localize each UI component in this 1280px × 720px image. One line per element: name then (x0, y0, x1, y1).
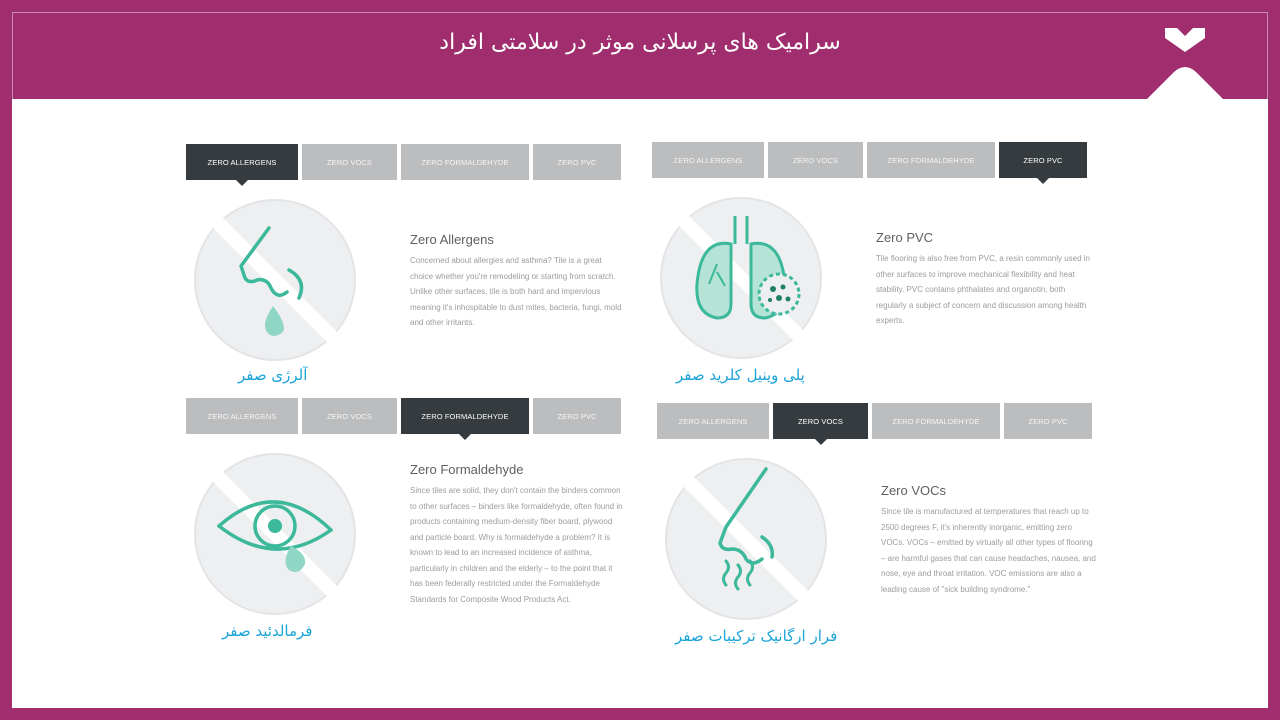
tab-bar (186, 144, 621, 180)
no-vocs-nose-fumes-icon (662, 455, 830, 623)
tab-bar (652, 142, 1087, 178)
panel-zero-pvc (652, 142, 1092, 387)
panel-body-text: Since tiles are solid, they don't contain the binders common to other surfaces – binders like formaldehyde, often found in products containing medium-density fiber board, plywood and particle board. Why is formaldehyde a problem? It is known to lead to an increased incidence of asthma, particularly in children and the elderly – to the point that it has been federally restricted under the Formaldehyde Standards for Composite Wood Products Act. (410, 486, 623, 604)
tab-zero-formaldehyde[interactable]: ZERO FORMALDEHYDE (401, 144, 529, 180)
frame-right (1268, 0, 1280, 720)
tab-zero-pvc[interactable]: ZERO PVC (999, 142, 1087, 178)
tab-zero-formaldehyde[interactable]: ZERO FORMALDEHYDE (872, 403, 1000, 439)
brand-logo-icon (1140, 18, 1230, 102)
slide-title: سرامیک های پرسلانی موثر در سلامتی افراد (439, 30, 841, 55)
panel-heading: Zero PVC (876, 230, 934, 245)
tab-bar (186, 398, 621, 434)
tab-zero-allergens[interactable]: ZERO ALLERGENS (186, 144, 298, 180)
panel-zero-allergens (186, 144, 626, 389)
panel-zero-formaldehyde (186, 398, 626, 643)
tab-zero-allergens[interactable]: ZERO ALLERGENS (186, 398, 298, 434)
no-allergens-nose-drop-icon (191, 196, 359, 364)
panel-caption: فرار ارگانیک ترکیبات صفر (675, 627, 838, 645)
panel-caption: پلی وینیل کلرید صفر (676, 366, 805, 384)
panel-body-text: Concerned about allergies and asthma? Tile is a great choice whether you're remodeling or starting from scratch. Unlike other surfaces, tile is both hard and impervious meaning it's inhospitable to dust mites, bacteria, fungi, mold and other irritants. (410, 256, 622, 327)
tab-zero-pvc[interactable]: ZERO PVC (533, 398, 621, 434)
frame-bottom (0, 708, 1280, 720)
panel-body-text: Since tile is manufactured at temperatures that reach up to 2500 degrees F, it's inherently inorganic, emitting zero VOCs. VOCs – emitted by virtually all other types of flooring – are harmful gases that can cause headaches, nausea, and nose, eye and throat irritation. VOC emissions are also a leading cause of "sick building syndrome." (881, 507, 1096, 594)
panel-heading: Zero VOCs (881, 483, 947, 498)
tab-zero-vocs[interactable]: ZERO VOCS (773, 403, 868, 439)
no-formaldehyde-eye-icon (191, 450, 359, 618)
tab-zero-pvc[interactable]: ZERO PVC (1004, 403, 1092, 439)
tab-zero-pvc[interactable]: ZERO PVC (533, 144, 621, 180)
tab-zero-allergens[interactable]: ZERO ALLERGENS (652, 142, 764, 178)
tab-zero-formaldehyde[interactable]: ZERO FORMALDEHYDE (867, 142, 995, 178)
tab-bar (657, 403, 1092, 439)
no-pvc-lungs-icon (657, 194, 825, 362)
frame-left (0, 0, 12, 720)
panel-heading: Zero Allergens (410, 232, 494, 247)
tab-zero-formaldehyde[interactable]: ZERO FORMALDEHYDE (401, 398, 529, 434)
panel-heading: Zero Formaldehyde (410, 462, 524, 477)
panel-zero-vocs (657, 403, 1097, 648)
tab-zero-allergens[interactable]: ZERO ALLERGENS (657, 403, 769, 439)
panel-caption: آلرژی صفر (238, 366, 308, 384)
panel-body-text: Tile flooring is also free from PVC, a resin commonly used in other surfaces to improve mechanical flexibility and heat stability. PVC contains phthalates and organotin, both regularly a subject of concern and discussion among health experts. (876, 254, 1091, 325)
tab-zero-vocs[interactable]: ZERO VOCS (768, 142, 863, 178)
tab-zero-vocs[interactable]: ZERO VOCS (302, 398, 397, 434)
panel-caption: فرمالدئید صفر (222, 622, 313, 640)
tab-zero-vocs[interactable]: ZERO VOCS (302, 144, 397, 180)
